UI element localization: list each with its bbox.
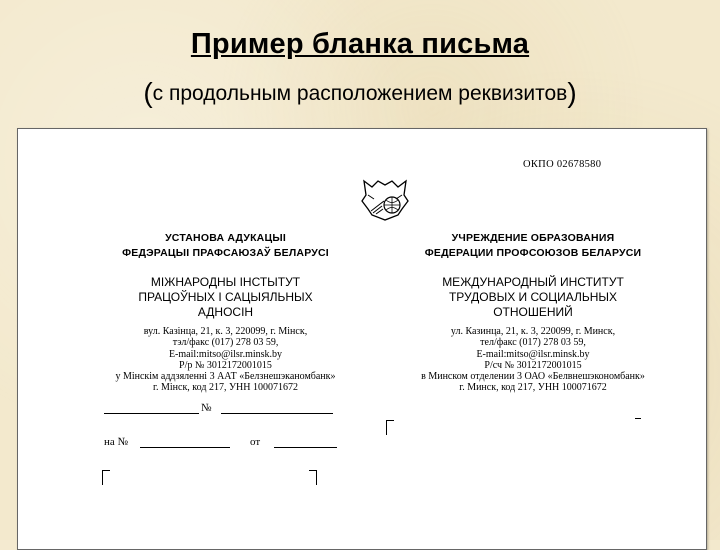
reply-date-blank-line [274,447,337,448]
subtitle-text: с продольным расположением реквизитов [152,82,568,105]
org-name-line: АДНОСІН [197,305,254,319]
bank-line: у Мінскім аддзяленні 3 ААТ «Белзнешэканомбанк» [115,371,336,383]
email-line: E-mail:mitso@ilsr.minsk.by [476,348,590,360]
bank-code-line: г. Мінск, код 217, УНН 100071672 [153,382,298,394]
addressee-corner-left [386,420,394,435]
org-parent-by [88,231,363,261]
org-parent-line: УСТАНОВА АДУКАЦЫІ [165,232,286,244]
letter-form-sheet [17,128,707,550]
subtitle-close-paren: ) [567,77,577,108]
reply-to-label: на № [104,436,129,448]
phone-line: тэл/факс (017) 278 03 59, [172,337,279,349]
heading-corner-right [309,470,317,485]
org-name-line: ТРУДОВЫХ И СОЦИАЛЬНЫХ [448,290,618,304]
org-name-ru [393,275,673,320]
bank-line: в Минском отделении 3 ОАО «Белвнешэкономбанк» [421,371,645,383]
slide-title: Пример бланка письма [190,28,530,60]
org-name-line: МЕЖДУНАРОДНЫЙ ИНСТИТУТ [442,275,624,289]
org-parent-line: ФЕДЕРАЦИИ ПРОФСОЮЗОВ БЕЛАРУСИ [424,247,642,259]
account-line: Р/сч № 3012172001015 [484,359,582,371]
org-name-line: ОТНОШЕНИЙ [493,305,573,319]
org-name-by [88,275,363,320]
number-blank-line [221,413,333,414]
phone-line: тел/факс (017) 278 03 59, [480,337,586,349]
org-parent-ru [393,231,673,261]
contacts-by [88,326,363,394]
subtitle-open-paren: ( [143,77,153,108]
date-blank-line [104,413,199,414]
reply-reference-field [104,436,354,450]
bank-code-line: г. Минск, код 217, УНН 100071672 [459,382,607,394]
org-name-line: ПРАЦОЎНЫХ І САЦЫЯЛЬНЫХ [138,290,313,304]
email-line: E-mail:mitso@ilsr.minsk.by [168,348,283,360]
address-line: ул. Казинца, 21, к. 3, 220099, г. Минск, [450,326,616,337]
account-line: Р/р № 3012172001015 [179,359,272,371]
trade-union-emblem-icon [358,175,412,223]
reply-number-blank-line [140,447,230,448]
org-parent-line: ФЕДЭРАЦЫІ ПРАФСАЮЗАЎ БЕЛАРУСІ [122,247,329,259]
heading-corner-left [102,470,110,485]
org-name-line: МІЖНАРОДНЫ ІНСТЫТУТ [150,275,301,289]
slide-subtitle [0,77,720,109]
date-from-label: от [250,436,261,448]
address-line: вул. Казінца, 21, к. 3, 220099, г. Мінск, [143,326,308,337]
outgoing-number-field [104,402,354,416]
number-sign-label: № [201,402,212,414]
contacts-ru [393,326,673,394]
addressee-corner-right [635,418,641,419]
org-parent-line: УЧРЕЖДЕНИЕ ОБРАЗОВАНИЯ [451,232,615,244]
okpo-code: ОКПО 02678580 [523,159,602,170]
